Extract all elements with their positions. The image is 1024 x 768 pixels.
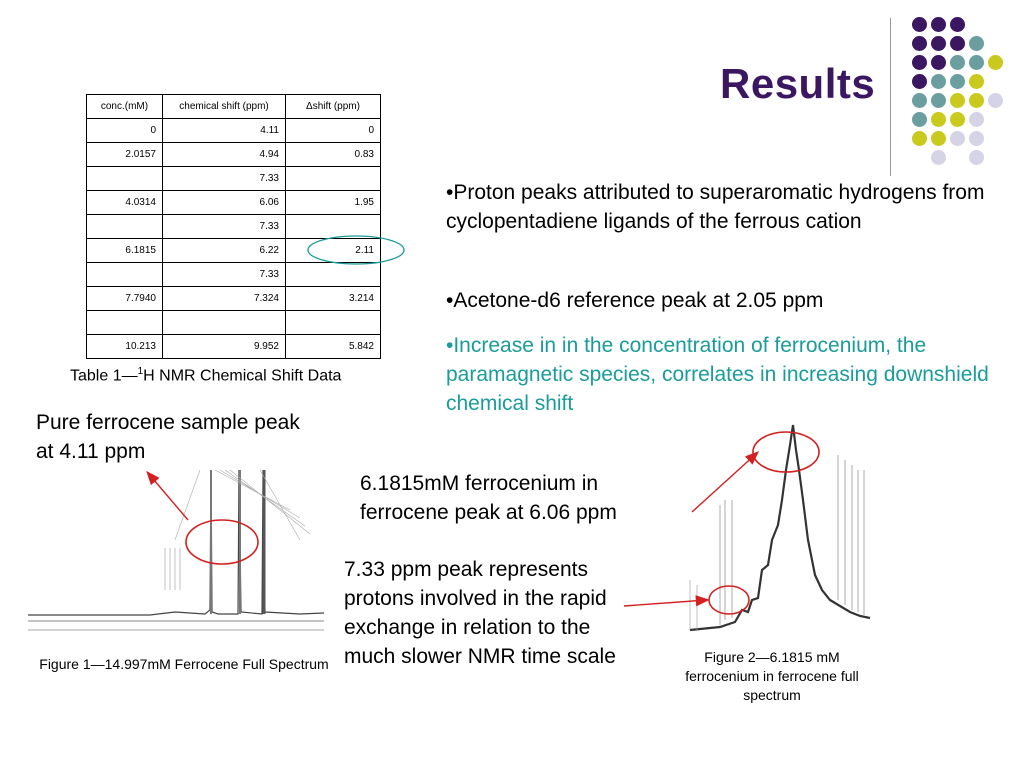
table-cell: 4.94 (163, 143, 286, 167)
table-caption-superscript: 1 (137, 366, 144, 377)
annotation-733-peak: 7.33 ppm peak represents protons involved in the rapid exchange in relation to the much slower NMR time scale (344, 558, 616, 668)
figure1-spectrum (28, 470, 324, 630)
table-cell: 6.1815 (87, 239, 163, 263)
table-cell: 9.952 (163, 335, 286, 359)
table-cell: 1.95 (286, 191, 381, 215)
figure2-spectrum (690, 425, 870, 630)
table-cell: 2.11 (286, 239, 381, 263)
highlight-circle-table (308, 236, 404, 264)
arrow-to-733-peak (624, 600, 707, 606)
table-cell: 10.213 (87, 335, 163, 359)
table-cell: 0.83 (286, 143, 381, 167)
figure2-caption: Figure 2—6.1815 mM ferrocenium in ferrocene full spectrum (685, 649, 859, 703)
highlight-circle-fig1 (186, 520, 258, 564)
highlight-circle-fig2-733 (709, 586, 749, 614)
arrow-to-fig2-peak (692, 453, 757, 512)
table-header-cell: Δshift (ppm) (286, 95, 381, 119)
table-caption-prefix: Table 1— (70, 367, 138, 385)
table-cell: 5.842 (286, 335, 381, 359)
table-cell: 6.06 (163, 191, 286, 215)
table-caption-text: H NMR Chemical Shift Data (143, 367, 342, 385)
table-cell: 0 (286, 119, 381, 143)
table-cell: 3.214 (286, 287, 381, 311)
table-cell: 4.11 (163, 119, 286, 143)
table-cell: 7.33 (163, 167, 286, 191)
bullet-acetone-reference: •Acetone-d6 reference peak at 2.05 ppm (446, 289, 824, 312)
table-header-cell: conc.(mM) (87, 95, 163, 119)
page-title: Results (720, 60, 876, 107)
bullet-concentration-trend: •Increase in in the concentration of ferrocenium, the paramagnetic species, correlates in increasing downshield chemical shift (446, 334, 989, 415)
table-cell: 7.324 (163, 287, 286, 311)
table-cell: 6.22 (163, 239, 286, 263)
table-cell: 7.7940 (87, 287, 163, 311)
bullet-proton-peaks: •Proton peaks attributed to superaromatic hydrogens from cyclopentadiene ligands of the ferrous cation (446, 181, 985, 233)
arrow-to-fig1-peak (148, 473, 188, 520)
table-cell: 2.0157 (87, 143, 163, 167)
table-cell: 7.33 (163, 263, 286, 287)
table-cell: 4.0314 (87, 191, 163, 215)
annotation-pure-ferrocene: Pure ferrocene sample peak at 4.11 ppm (36, 411, 300, 463)
table-cell: 7.33 (163, 215, 286, 239)
figure1-caption: Figure 1—14.997mM Ferrocene Full Spectrum (39, 656, 329, 672)
annotation-ferrocenium-peak: 6.1815mM ferrocenium in ferrocene peak at 6.06 ppm (360, 472, 617, 524)
table-header-cell: chemical shift (ppm) (163, 95, 286, 119)
table-cell: 0 (87, 119, 163, 143)
